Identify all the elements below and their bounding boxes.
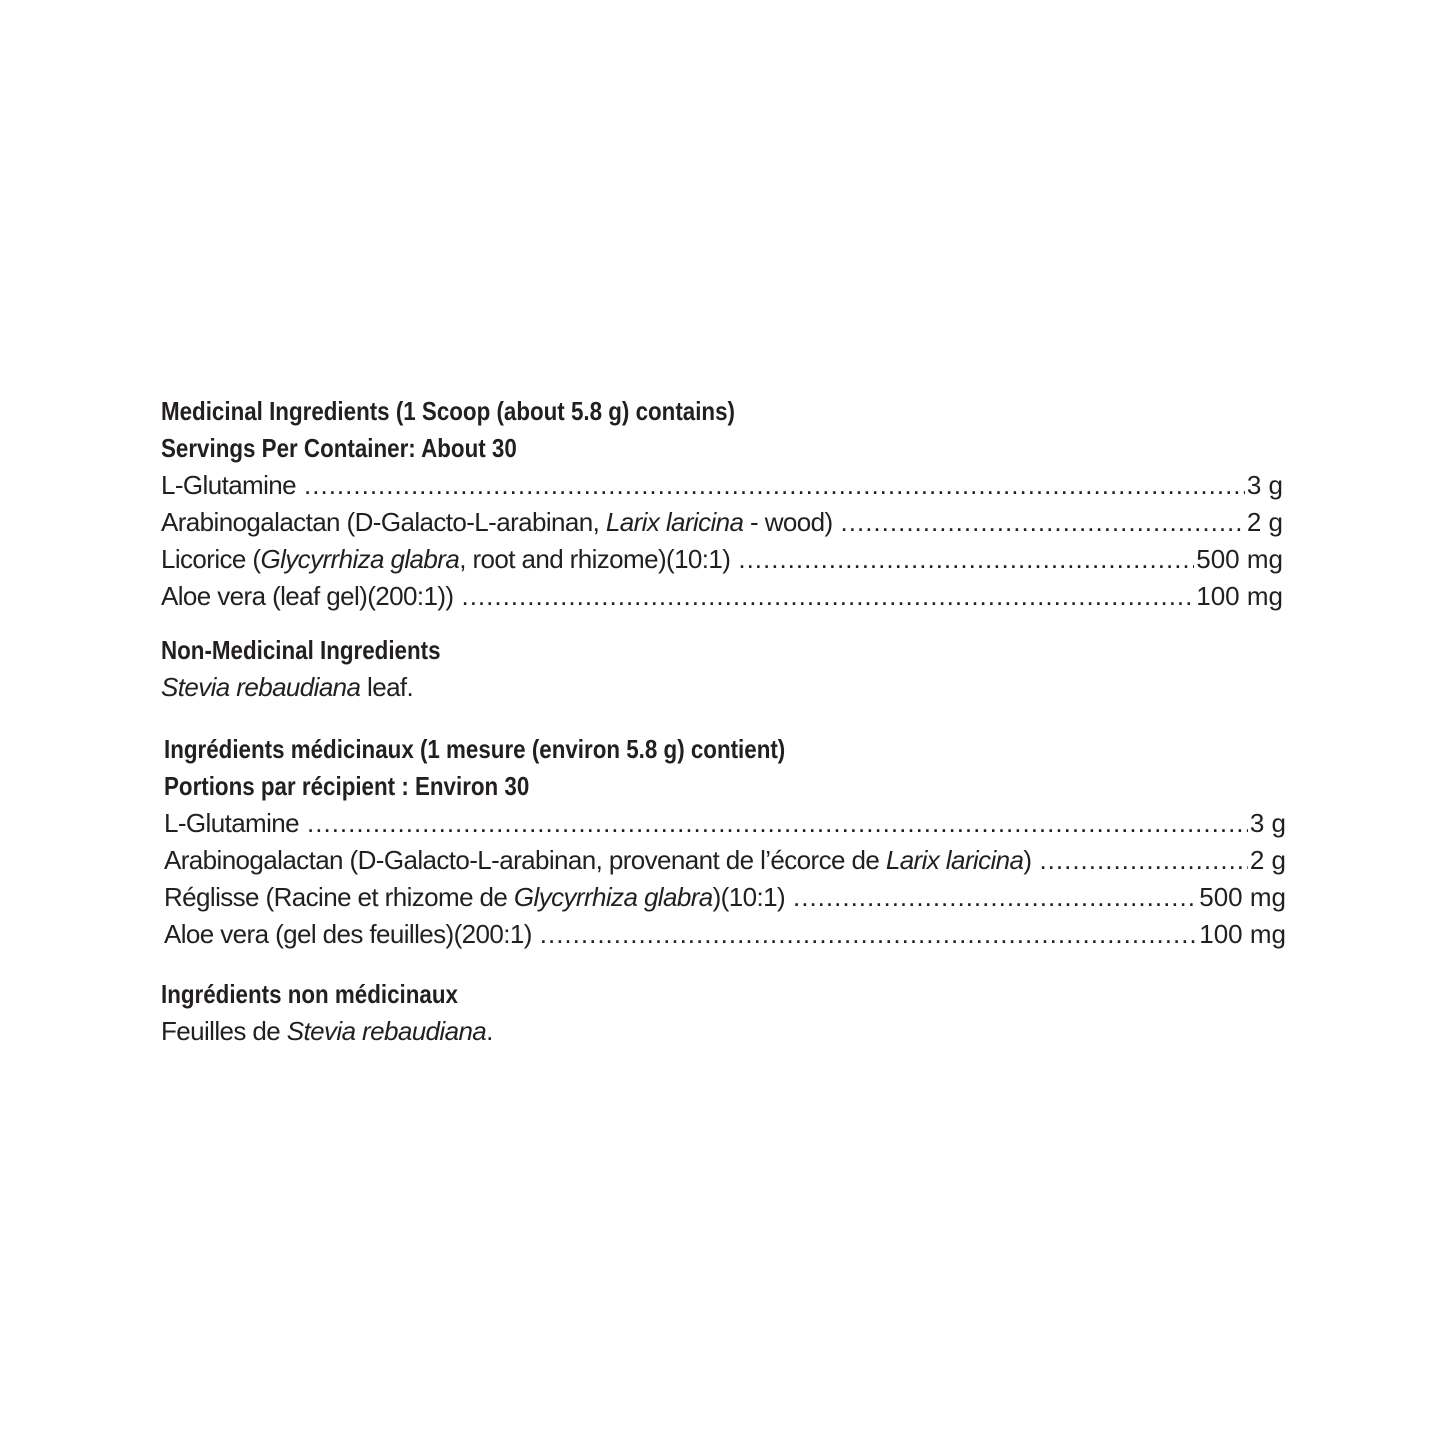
latin-name: Stevia rebaudiana [286,1016,487,1046]
dot-leader [738,541,1194,578]
ingredient-row [164,805,1286,842]
latin-name: Larix laricina [605,507,744,537]
dot-leader [540,916,1198,953]
non-medicinal-heading-fr: Ingrédients non médicinaux [161,979,458,1009]
ingredient-amount: 500 mg [1199,882,1286,912]
ingredient-amount: 2 g [1249,845,1286,875]
ingredient-row [161,504,1283,541]
ingredient-amount: 100 mg [1196,581,1283,611]
ingredient-name: Licorice (Glycyrrhiza glabra, root and rhizome)(10:1) [161,544,731,574]
english-medicinal-section [161,393,1283,615]
latin-name: Stevia rebaudiana [161,672,361,702]
dot-leader [1039,842,1247,879]
non-medicinal-text-fr: Feuilles de Stevia rebaudiana. [161,1016,493,1046]
non-medicinal-heading: Non-Medicinal Ingredients [161,635,441,665]
dot-leader [304,467,1245,504]
latin-name: Glycyrrhiza glabra [260,544,460,574]
ingredient-name: Aloe vera (gel des feuilles)(200:1) [164,919,532,949]
ingredient-amount: 2 g [1246,507,1283,537]
non-medicinal-text: Stevia rebaudiana leaf. [161,672,414,702]
ingredient-name: Aloe vera (leaf gel)(200:1)) [161,581,454,611]
latin-name: Larix laricina [885,845,1024,875]
ingredient-row [161,578,1283,615]
ingredient-amount: 3 g [1249,808,1286,838]
ingredient-row [161,541,1283,578]
ingredient-amount: 500 mg [1196,544,1283,574]
french-medicinal-section [164,731,1286,953]
french-non-medicinal-section [161,976,1283,1050]
ingredient-name: L-Glutamine [161,470,297,500]
ingredient-row [164,879,1286,916]
ingredient-amount: 100 mg [1199,919,1286,949]
ingredient-name: Arabinogalactan (D-Galacto-L-arabinan, provenant de l’écorce de Larix laricina) [164,845,1032,875]
ingredient-row [164,842,1286,879]
english-non-medicinal-section [161,632,1283,706]
dot-leader [841,504,1245,541]
dot-leader [461,578,1194,615]
ingredient-row [161,467,1283,504]
medicinal-ingredients-heading: Medicinal Ingredients (1 Scoop (about 5.8 g) contains) [161,396,735,426]
ingredient-amount: 3 g [1246,470,1283,500]
latin-name: Glycyrrhiza glabra [513,882,713,912]
ingredient-name: Arabinogalactan (D-Galacto-L-arabinan, Larix laricina - wood) [161,507,833,537]
ingredient-name: Réglisse (Racine et rhizome de Glycyrrhiza glabra)(10:1) [164,882,786,912]
servings-per-container: Servings Per Container: About 30 [161,433,517,463]
ingredient-name: L-Glutamine [164,808,300,838]
dot-leader [307,805,1248,842]
servings-per-container-fr: Portions par récipient : Environ 30 [164,771,530,801]
dot-leader [793,879,1197,916]
medicinal-ingredients-heading-fr: Ingrédients médicinaux (1 mesure (environ 5.8 g) contient) [164,734,786,764]
ingredient-row [164,916,1286,953]
